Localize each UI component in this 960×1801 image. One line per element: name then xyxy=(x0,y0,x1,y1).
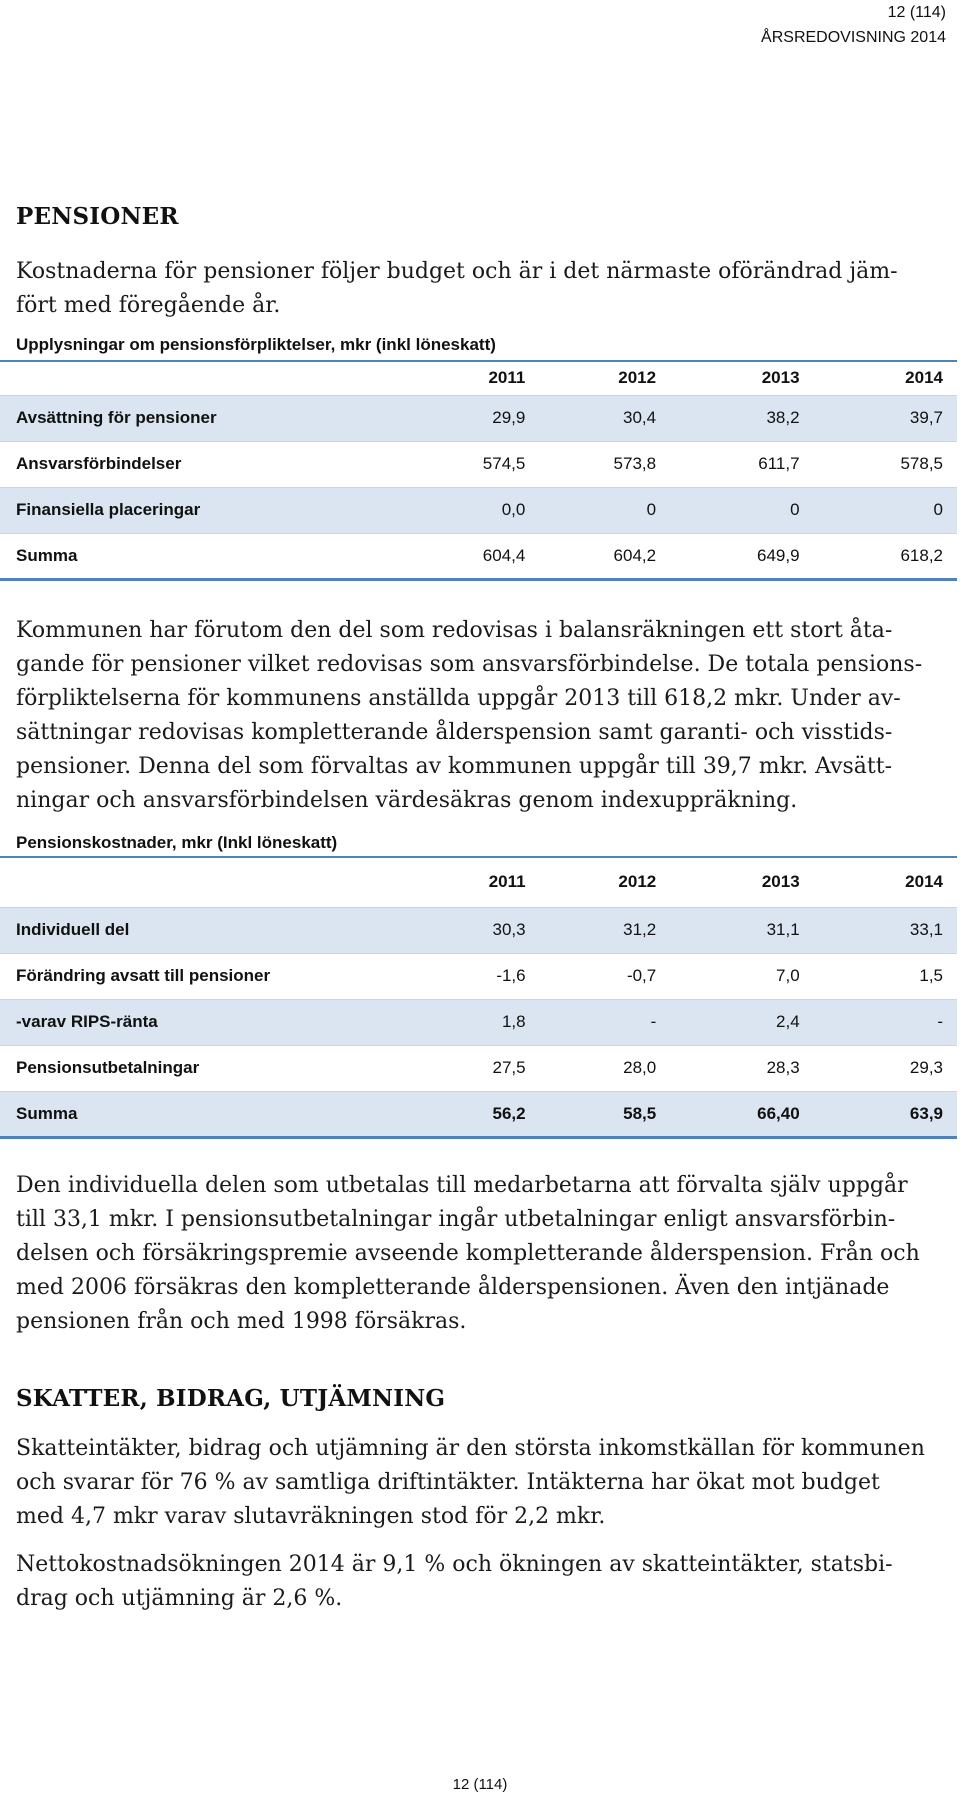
table-row xyxy=(0,953,957,999)
row-label: Pensionsutbetalningar xyxy=(16,1058,200,1077)
cell-value: 0 xyxy=(933,500,943,519)
page-header xyxy=(761,0,946,50)
cell-value: 58,5 xyxy=(623,1103,657,1123)
cell-value: 30,4 xyxy=(623,408,657,427)
section-heading-skatter: SKATTER, BIDRAG, UTJÄMNING xyxy=(16,1385,446,1412)
cell-value: 63,9 xyxy=(909,1103,943,1123)
cell-value: 28,0 xyxy=(623,1058,657,1077)
pensioner-paragraph-3: Den individuella delen som utbetalas till medarbetarna att förvalta själv uppgår till 33,1 mkr. I pensionsutbetalningar ingår utbetalningar enligt ansvarsförbin- delsen och försäkringspremie avseende kompletterande ålderspension. Från och med 2006 försäkras den kompletterande ålderspensionen. Även den intjänade pensionen från och med 1998 försäkras. xyxy=(16,1173,920,1334)
column-header-2013: 2013 xyxy=(761,872,800,892)
table-row xyxy=(0,487,957,533)
column-header-2011: 2011 xyxy=(488,872,526,892)
table-header-row xyxy=(0,857,957,907)
cell-value: 604,2 xyxy=(613,545,657,565)
table-header-blank xyxy=(0,361,391,395)
cell-value: 578,5 xyxy=(900,454,943,473)
cell-value: 1,5 xyxy=(919,966,943,985)
cell-value: 649,9 xyxy=(756,545,800,565)
cell-value: -1,6 xyxy=(496,966,526,985)
cell-value: - xyxy=(650,1012,657,1031)
table2-caption: Pensionskostnader, mkr (Inkl löneskatt) xyxy=(16,833,338,852)
cell-value: 28,3 xyxy=(766,1058,800,1077)
cell-value: 29,9 xyxy=(492,408,526,427)
cell-value: 38,2 xyxy=(766,408,800,427)
skatter-paragraph-1: Skatteintäkter, bidrag och utjämning är den största inkomstkällan för kommunen och svarar för 76 % av samtliga driftintäkter. Intäkterna har ökat mot budget med 4,7 mkr varav slutavräkningen stod för 2,2 mkr. xyxy=(16,1436,925,1529)
skatter-paragraph-2: Nettokostnadsökningen 2014 är 9,1 % och ökningen av skatteintäkter, statsbi- drag och utjämning är 2,6 %. xyxy=(16,1552,893,1611)
cell-value: - xyxy=(937,1012,943,1031)
cell-value: 31,2 xyxy=(623,920,657,939)
row-label: Summa xyxy=(16,1103,78,1123)
row-label: Avsättning för pensioner xyxy=(16,408,217,427)
row-label: Förändring avsatt till pensioner xyxy=(16,966,271,985)
row-label: Ansvarsförbindelser xyxy=(16,454,182,473)
table-row-total xyxy=(0,1091,957,1137)
cell-value: 7,0 xyxy=(776,966,800,985)
cell-value: 611,7 xyxy=(758,454,800,473)
header-report-title: ÅRSREDOVISNING 2014 xyxy=(761,29,946,46)
row-label: Individuell del xyxy=(16,920,130,939)
cell-value: 2,4 xyxy=(776,1012,800,1031)
pensioner-intro-paragraph: Kostnaderna för pensioner följer budget och är i det närmaste oförändrad jäm- fört med föregående år. xyxy=(16,259,898,318)
table-row-total xyxy=(0,533,957,579)
table-row xyxy=(0,1045,957,1091)
cell-value: 66,40 xyxy=(757,1103,800,1123)
cell-value: 27,5 xyxy=(492,1058,526,1077)
table-row xyxy=(0,441,957,487)
column-header-2011: 2011 xyxy=(488,368,526,388)
row-label: Finansiella placeringar xyxy=(16,500,201,519)
table-header-blank xyxy=(0,857,391,907)
pensioner-paragraph-2: Kommunen har förutom den del som redovisas i balansräkningen ett stort åta- gande för pensioner vilket redovisas som ansvarsförbindelse. De totala pensions- förpliktelserna för kommunens anställda uppgår 2013 till 618,2 mkr. Under av- sättningar redovisas kompletterande ålderspension samt garanti- och visstids- pensioner. Denna del som förvaltas av kommunen uppgår till 39,7 mkr. Avsätt- ningar och ansvarsförbindelsen värdesäkras genom indexuppräkning. xyxy=(16,618,923,813)
table-row xyxy=(0,395,957,441)
pension-costs-table xyxy=(0,856,957,1139)
row-label: -varav RIPS-ränta xyxy=(16,1012,158,1031)
column-header-2012: 2012 xyxy=(618,368,657,388)
cell-value: 0 xyxy=(646,500,657,519)
cell-value: 0,0 xyxy=(501,500,526,519)
cell-value: -0,7 xyxy=(626,966,657,985)
column-header-2013: 2013 xyxy=(761,368,800,388)
cell-value: 30,3 xyxy=(492,920,526,939)
page-footer: 12 (114) xyxy=(452,1776,508,1793)
cell-value: 31,1 xyxy=(766,920,800,939)
header-page-number: 12 (114) xyxy=(887,4,946,21)
pension-obligations-table xyxy=(0,360,957,581)
cell-value: 604,4 xyxy=(482,545,526,565)
column-header-2012: 2012 xyxy=(618,872,657,892)
table-row xyxy=(0,999,957,1045)
column-header-2014: 2014 xyxy=(905,368,943,388)
cell-value: 33,1 xyxy=(909,920,943,939)
table1-caption: Upplysningar om pensionsförpliktelser, mkr (inkl löneskatt) xyxy=(16,335,496,354)
cell-value: 39,7 xyxy=(909,408,943,427)
cell-value: 573,8 xyxy=(613,454,657,473)
cell-value: 29,3 xyxy=(909,1058,943,1077)
table-row xyxy=(0,907,957,953)
cell-value: 1,8 xyxy=(501,1012,526,1031)
cell-value: 0 xyxy=(790,500,800,519)
cell-value: 56,2 xyxy=(492,1103,526,1123)
column-header-2014: 2014 xyxy=(905,872,943,892)
cell-value: 618,2 xyxy=(900,545,943,565)
row-label: Summa xyxy=(16,545,78,565)
section-heading-pensioner: PENSIONER xyxy=(16,203,179,230)
cell-value: 574,5 xyxy=(482,454,526,473)
table-header-row xyxy=(0,361,957,395)
